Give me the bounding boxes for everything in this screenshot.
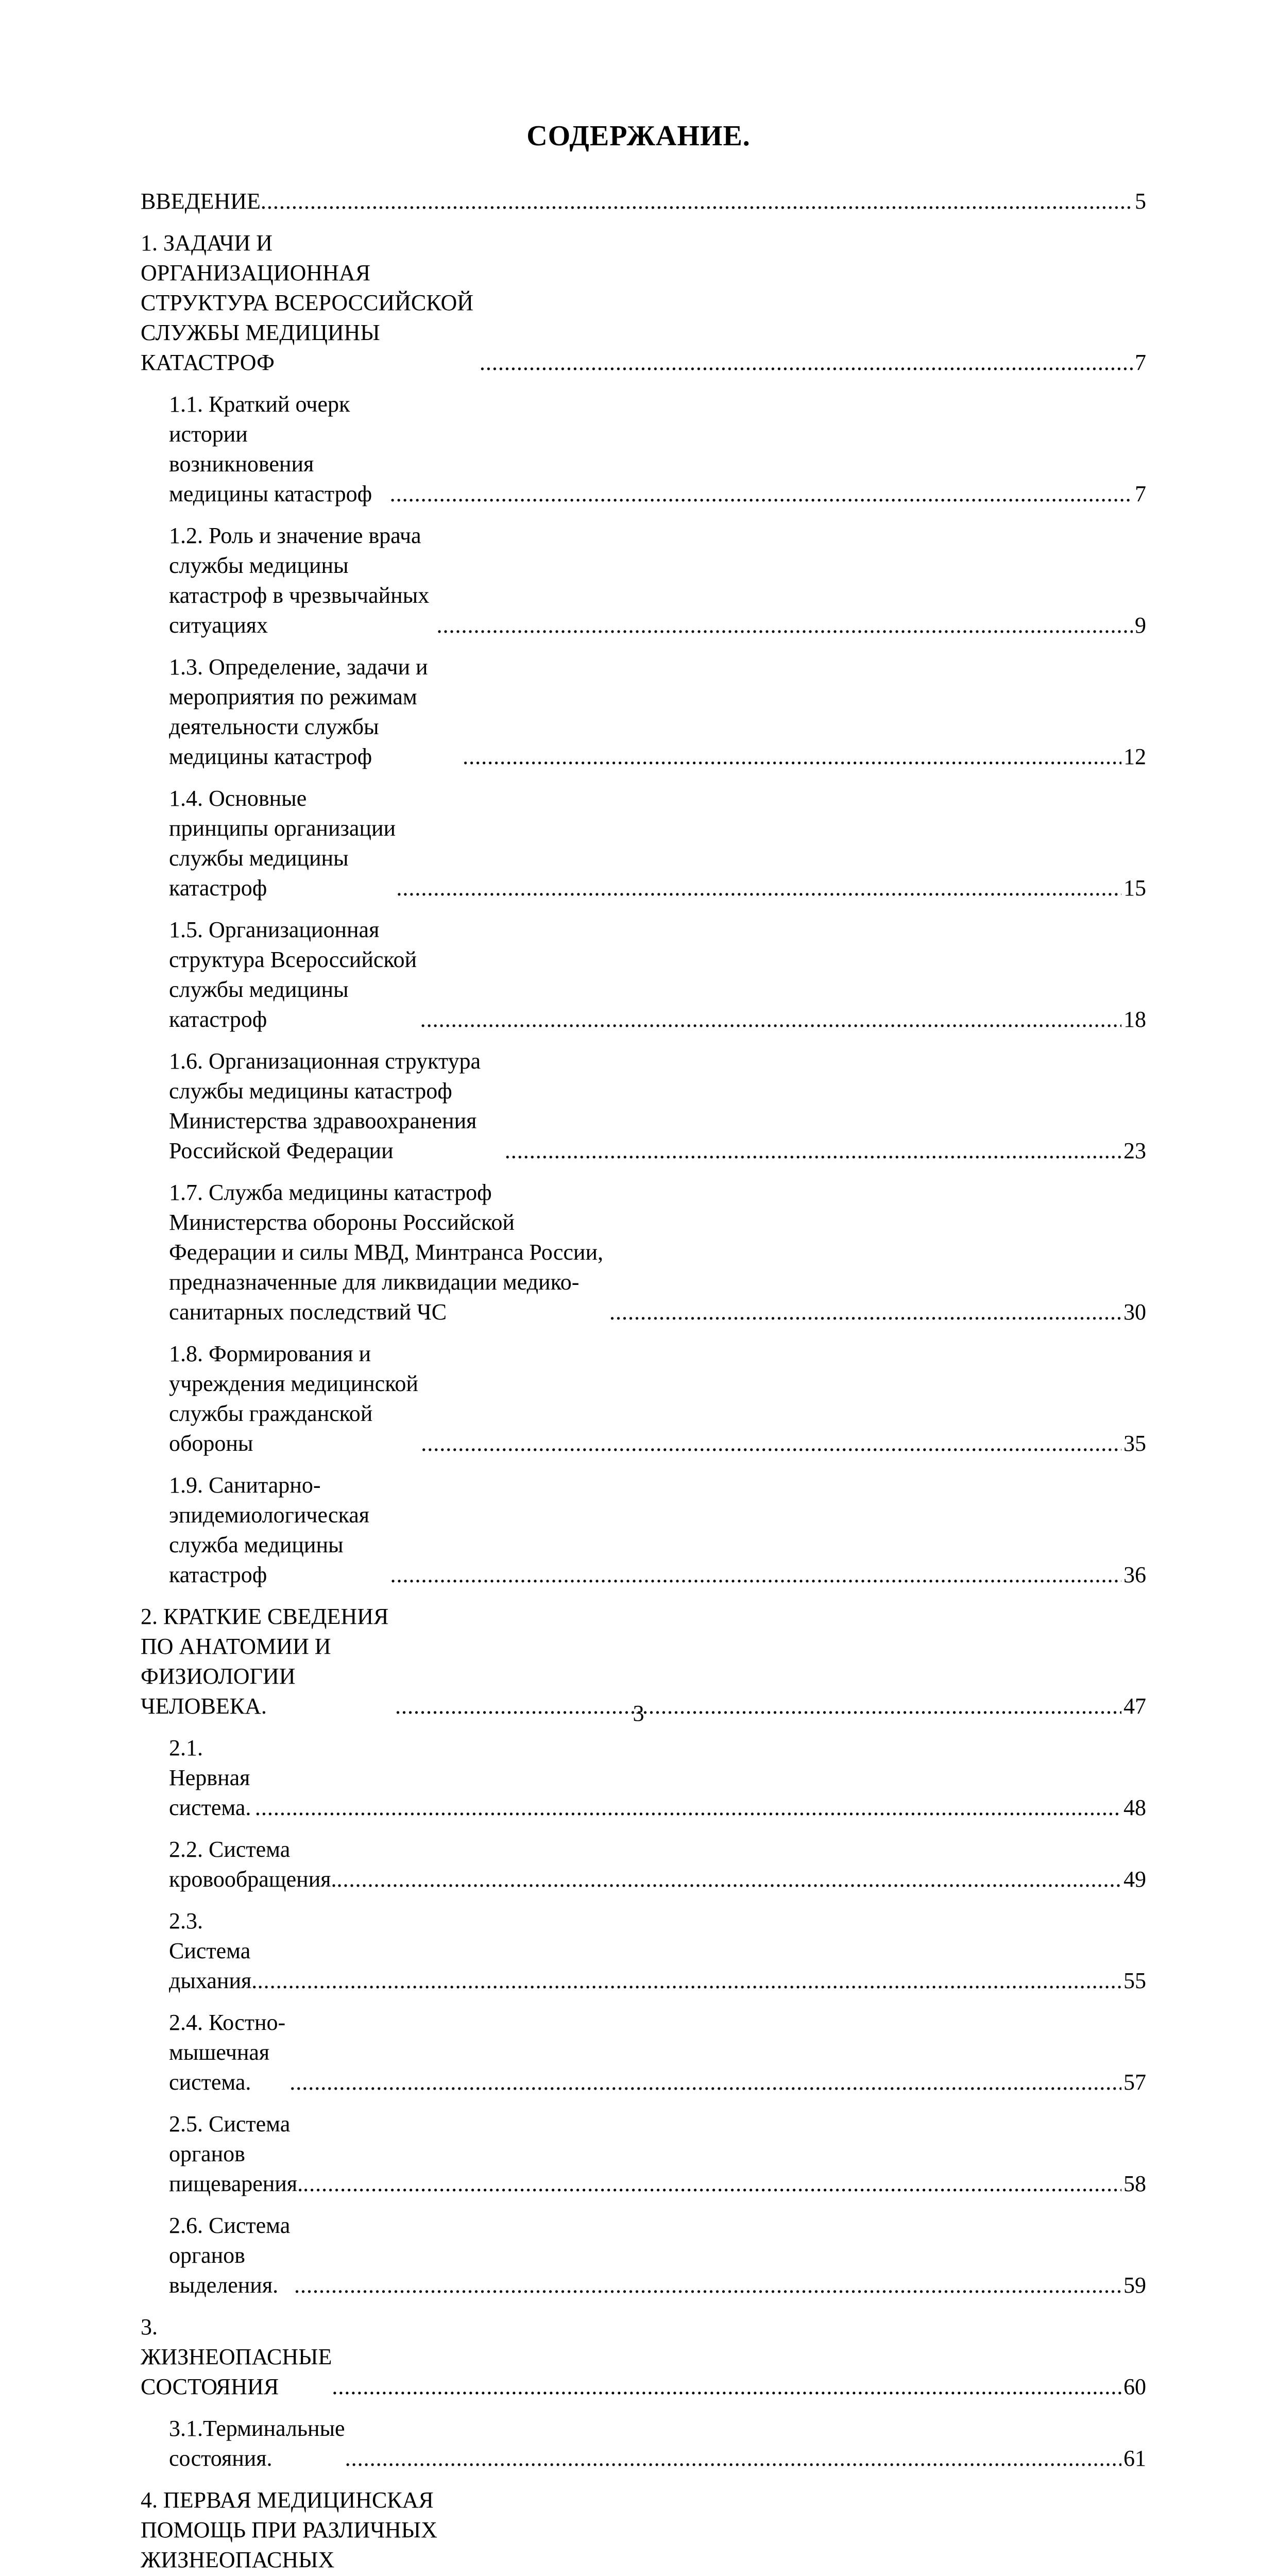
toc-leader-dots xyxy=(332,2372,1121,2402)
toc-entry-title: 1.2. Роль и значение врача службы медицины катастроф в чрезвычайных ситуациях xyxy=(169,523,430,638)
toc-entry xyxy=(141,187,1146,216)
toc-entry xyxy=(141,915,1146,1035)
toc-leader-dots xyxy=(437,611,1133,640)
toc-entry-page: 18 xyxy=(1123,1007,1146,1032)
toc-entry xyxy=(141,1178,1146,1327)
toc-entry-title: 3.1.Терминальные состояния. xyxy=(169,2416,345,2471)
toc-entry xyxy=(141,1906,1146,1996)
toc-entry-title: 1.5. Организационная структура Всероссийской службы медицины катастроф xyxy=(169,917,417,1032)
toc-entry xyxy=(141,521,1146,640)
toc-entry-title: 2.6. Система органов выделения. xyxy=(169,2213,291,2298)
toc-entry-title: 1.7. Служба медицины катастроф Министерства обороны Российской Федерации и силы МВД, Минтранса России, предназначенные для ликвидации медико-санитарных последствий ЧС xyxy=(169,1180,604,1325)
page-title: СОДЕРЖАНИЕ. xyxy=(526,120,751,152)
toc-leader-dots xyxy=(255,1793,1121,1823)
page-number: 3 xyxy=(633,1701,644,1726)
toc-leader-dots xyxy=(463,742,1121,772)
toc-entry-page: 35 xyxy=(1123,1431,1146,1456)
toc-entry xyxy=(141,1046,1146,1166)
toc-entry-page xyxy=(1121,2575,1146,2576)
toc-entry-title: 1.4. Основные принципы организации службы медицины катастроф xyxy=(169,786,396,901)
toc-leader-dots xyxy=(390,1560,1121,1590)
toc-entry xyxy=(141,2485,1146,2576)
toc-entry-title: 1.6. Организационная структура службы медицины катастроф Министерства здравоохранения Российской Федерации xyxy=(169,1048,481,1163)
toc-leader-dots xyxy=(420,1005,1121,1035)
toc-entry-title: 4. ПЕРВАЯ МЕДИЦИНСКАЯ ПОМОЩЬ ПРИ РАЗЛИЧНЫХ ЖИЗНЕОПАСНЫХ xyxy=(141,2487,437,2572)
toc-entry xyxy=(141,2109,1146,2199)
toc-entry-page: 36 xyxy=(1123,1562,1146,1587)
toc-entry xyxy=(141,1339,1146,1459)
toc-entry xyxy=(141,1733,1146,1823)
toc-entry-page: 55 xyxy=(1123,1968,1146,1993)
toc-entry xyxy=(141,1470,1146,1590)
toc-entry-page: 5 xyxy=(1135,189,1146,214)
toc-leader-dots xyxy=(390,479,1133,509)
toc-leader-dots xyxy=(345,2444,1121,2473)
toc-entry-title: 3. ЖИЗНЕОПАСНЫЕ СОСТОЯНИЯ xyxy=(141,2314,332,2399)
toc-entry xyxy=(141,2414,1146,2473)
toc-entry-page: 58 xyxy=(1123,2171,1146,2196)
toc-entry-title: 1.9. Санитарно-эпидемиологическая служба медицины катастроф xyxy=(169,1472,370,1587)
toc-entry xyxy=(141,2312,1146,2402)
toc-leader-dots xyxy=(480,348,1133,378)
toc-entry-page: 30 xyxy=(1123,1299,1146,1325)
toc-entry-page: 23 xyxy=(1123,1138,1146,1163)
toc-leader-dots xyxy=(303,2169,1121,2199)
toc-leader-dots xyxy=(421,1429,1121,1459)
toc-leader-dots xyxy=(505,1136,1121,1166)
toc-entry-title: 2.1. Нервная система. xyxy=(169,1735,251,1820)
toc-entry-title: 1.1. Краткий очерк истории возникновения медицины катастроф xyxy=(169,392,372,506)
toc-entry-page: 61 xyxy=(1123,2446,1146,2471)
toc-entry-page: 60 xyxy=(1123,2374,1146,2399)
toc-leader-dots xyxy=(396,873,1121,903)
table-of-contents xyxy=(141,187,1146,2576)
toc-leader-dots xyxy=(294,2270,1121,2300)
toc-entry-page: 7 xyxy=(1135,481,1146,506)
toc-leader-dots xyxy=(337,1865,1122,1894)
toc-leader-dots xyxy=(290,2067,1121,2097)
toc-entry-page: 49 xyxy=(1123,1867,1146,1892)
toc-leader-dots xyxy=(609,1297,1121,1327)
toc-entry xyxy=(141,2211,1146,2300)
toc-entry-title: 2.3. Система дыхания. xyxy=(169,1908,258,1993)
toc-entry-title: 1.8. Формирования и учреждения медицинской службы гражданской обороны xyxy=(169,1341,418,1456)
toc-leader-dots xyxy=(261,187,1133,216)
toc-entry-page: 7 xyxy=(1135,350,1146,375)
toc-entry-title: ВВЕДЕНИЕ xyxy=(141,189,261,214)
toc-entry xyxy=(141,1835,1146,1894)
toc-entry xyxy=(141,652,1146,772)
toc-entry-title: 2. КРАТКИЕ СВЕДЕНИЯ ПО АНАТОМИИ И ФИЗИОЛОГИИ ЧЕЛОВЕКА. xyxy=(141,1604,389,1719)
toc-entry xyxy=(141,784,1146,903)
toc-entry-title: 2.5. Система органов пищеварения. xyxy=(169,2111,303,2196)
toc-leader-dots xyxy=(448,2575,1121,2576)
toc-leader-dots xyxy=(258,1966,1121,1996)
toc-entry xyxy=(141,2008,1146,2097)
toc-entry-page: 59 xyxy=(1123,2273,1146,2298)
toc-entry-title: 1.3. Определение, задачи и мероприятия по режимам деятельности службы медицины катастроф xyxy=(169,654,428,769)
toc-entry-title: 2.4. Костно-мышечная система. xyxy=(169,2010,286,2095)
toc-entry-page: 9 xyxy=(1135,613,1146,638)
toc-entry-page: 57 xyxy=(1123,2070,1146,2095)
toc-entry-title: 1. ЗАДАЧИ И ОРГАНИЗАЦИОННАЯ СТРУКТУРА ВСЕРОССИЙСКОЙ СЛУЖБЫ МЕДИЦИНЫ КАТАСТРОФ xyxy=(141,230,474,375)
toc-entry-page: 47 xyxy=(1123,1693,1146,1719)
toc-entry xyxy=(141,228,1146,378)
toc-entry-title: 2.2. Система кровообращения. xyxy=(169,1837,337,1892)
toc-entry-page: 15 xyxy=(1123,875,1146,901)
toc-entry-page: 12 xyxy=(1123,744,1146,769)
toc-entry xyxy=(141,389,1146,509)
toc-entry-page: 48 xyxy=(1123,1795,1146,1820)
